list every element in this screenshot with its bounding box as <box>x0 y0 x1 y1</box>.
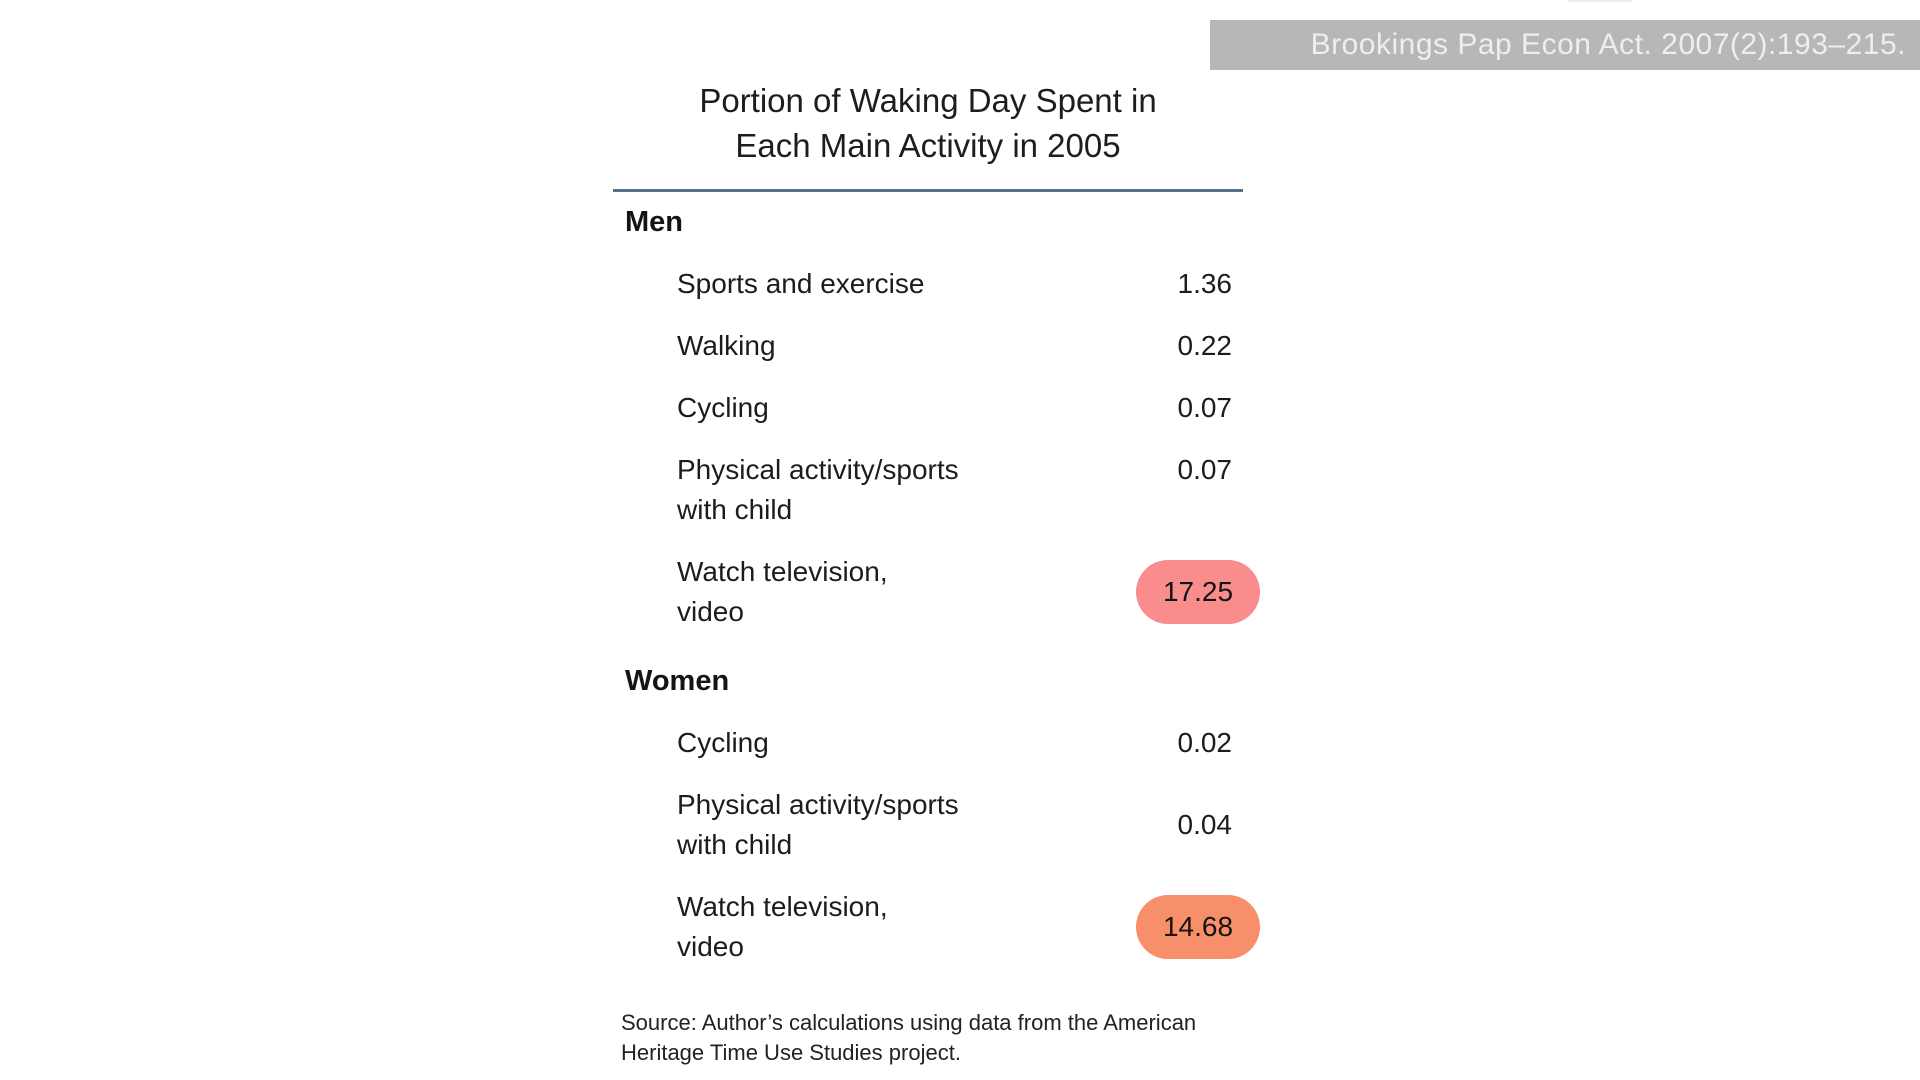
table-row-cycling-men <box>613 388 1260 428</box>
table-row-physical-activity-women <box>613 785 1260 865</box>
activity-value: 0.07 <box>1177 454 1232 485</box>
activity-value: 0.22 <box>1177 330 1232 361</box>
citation-banner <box>1210 20 1920 70</box>
figure-title <box>613 78 1243 168</box>
table-row-sports-exercise <box>613 264 1260 304</box>
activity-label: Sports and exercise <box>677 268 925 299</box>
highlight-pill-women: 14.68 <box>1136 895 1260 959</box>
table-row-cycling-women <box>613 723 1260 763</box>
table-row-walking <box>613 326 1260 366</box>
source-line2: Heritage Time Use Studies project. <box>621 1040 961 1065</box>
activity-label: Walking <box>677 330 776 361</box>
figure-title-line2: Each Main Activity in 2005 <box>735 127 1121 164</box>
activity-label: Physical activity/sports with child <box>677 789 959 860</box>
activity-value: 1.36 <box>1177 268 1232 299</box>
section-header-men: Men <box>625 206 683 238</box>
table-row-watch-tv-women <box>613 887 1260 967</box>
separator-rule <box>613 189 1243 192</box>
table-row-watch-tv-men <box>613 552 1260 632</box>
table-row-physical-activity-men <box>613 450 1260 530</box>
activity-label: Watch television, video <box>677 556 888 627</box>
activity-label: Watch television, video <box>677 891 888 962</box>
citation-text: Brookings Pap Econ Act. 2007(2):193–215. <box>1310 28 1906 61</box>
source-line1: Source: Author’s calculations using data from the American <box>621 1010 1197 1035</box>
top-edge-artifact <box>1568 0 1632 2</box>
activity-label: Cycling <box>677 392 769 423</box>
section-header-women: Women <box>625 665 730 697</box>
activity-value: 0.07 <box>1177 392 1232 423</box>
figure-title-line1: Portion of Waking Day Spent in <box>699 82 1157 119</box>
highlight-pill-men: 17.25 <box>1136 560 1260 624</box>
activity-label: Cycling <box>677 727 769 758</box>
activity-value: 0.04 <box>1177 809 1232 840</box>
activity-label: Physical activity/sports with child <box>677 454 959 525</box>
source-note <box>613 1008 1260 1068</box>
activity-value: 0.02 <box>1177 727 1232 758</box>
figure-table <box>613 78 1260 1068</box>
